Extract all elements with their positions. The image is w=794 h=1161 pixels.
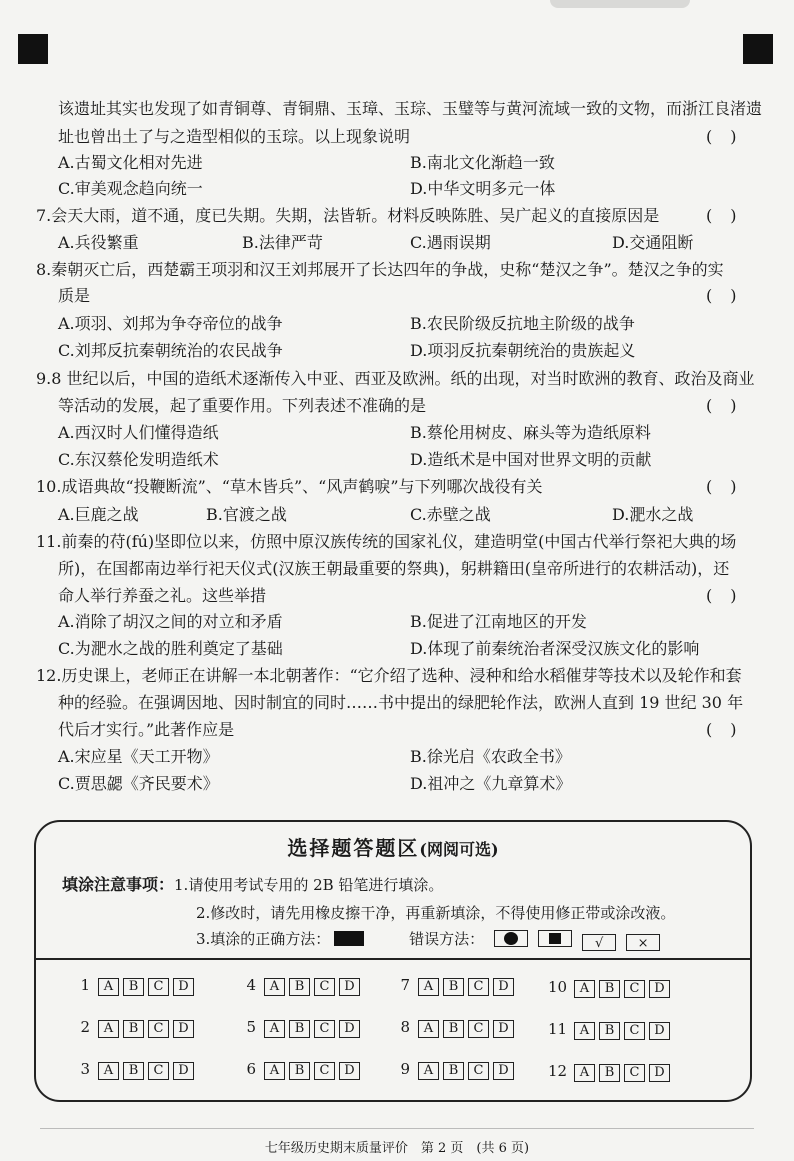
- answer-bubble-3-b[interactable]: B: [123, 1062, 144, 1080]
- q12-stem-line2: 种的经验。在强调因地、因时制宜的同时……书中提出的绿肥轮作法，欧洲人直到 19 世纪 30 年: [58, 693, 744, 712]
- answer-bubble-11-a[interactable]: A: [574, 1022, 595, 1040]
- wrong-fill-circle-sample: [494, 930, 528, 947]
- q7-option-d: D.交通阻断: [612, 233, 694, 252]
- answer-row-number: 7: [400, 976, 410, 994]
- q6-option-b: B.南北文化渐趋一致: [410, 153, 555, 172]
- q11-option-c: C.为淝水之战的胜利奠定了基础: [58, 639, 283, 658]
- answer-row-number: 3: [80, 1060, 90, 1078]
- q12-option-d: D.祖冲之《九章算术》: [410, 774, 572, 793]
- alignment-mark-left: [18, 34, 48, 64]
- fill-note-3: 3.填涂的正确方法：: [196, 930, 331, 948]
- answer-bubble-4-a[interactable]: A: [264, 978, 285, 996]
- answer-bubble-4-c[interactable]: C: [314, 978, 335, 996]
- answer-row-7: [392, 976, 518, 996]
- q10-option-d: D.淝水之战: [612, 505, 694, 524]
- answer-bubble-6-b[interactable]: B: [289, 1062, 310, 1080]
- q8-stem-line1: 8.秦朝灭亡后，西楚霸王项羽和汉王刘邦展开了长达四年的争战，史称“楚汉之争”。楚汉之争的实: [36, 260, 724, 279]
- fill-instructions: [62, 872, 443, 895]
- answer-row-number: 1: [80, 976, 90, 994]
- q10-option-c: C.赤壁之战: [410, 505, 491, 524]
- q8-option-c: C.刘邦反抗秦朝统治的农民战争: [58, 341, 283, 360]
- answer-bubble-2-a[interactable]: A: [98, 1020, 119, 1038]
- q11-stem-line3: 命人举行养蚕之礼。这些举措: [58, 586, 267, 605]
- answer-bubble-1-c[interactable]: C: [148, 978, 169, 996]
- answer-area-title-text: 选择题答题区: [287, 836, 420, 860]
- answer-row-5: [238, 1018, 364, 1038]
- q12-stem-line3: 代后才实行。”此著作应是: [58, 720, 235, 739]
- answer-bubble-1-a[interactable]: A: [98, 978, 119, 996]
- answer-bubble-5-d[interactable]: D: [339, 1020, 360, 1038]
- answer-bubble-9-c[interactable]: C: [468, 1062, 489, 1080]
- answer-bubble-6-a[interactable]: A: [264, 1062, 285, 1080]
- answer-bubble-10-d[interactable]: D: [649, 980, 670, 998]
- q6-stem-line2: 址也曾出土了与之造型相似的玉琮。以上现象说明: [58, 127, 411, 146]
- answer-row-number: 10: [548, 978, 568, 996]
- q10-stem: 10.成语典故“投鞭断流”、“草木皆兵”、“风声鹤唳”与下列哪次战役有关: [36, 477, 543, 496]
- scan-shadow: [550, 0, 690, 8]
- wrong-fill-check-sample: √: [582, 934, 616, 951]
- answer-bubble-2-d[interactable]: D: [173, 1020, 194, 1038]
- answer-row-2: [72, 1018, 198, 1038]
- answer-sheet-area: [34, 820, 752, 1102]
- q9-option-d: D.造纸术是中国对世界文明的贡献: [410, 450, 652, 469]
- q11-option-a: A.消除了胡汉之间的对立和矛盾: [58, 612, 283, 631]
- answer-bubble-11-c[interactable]: C: [624, 1022, 645, 1040]
- answer-area-title-note: (网阅可选): [419, 840, 499, 859]
- answer-row-number: 5: [246, 1018, 256, 1036]
- answer-row-1: [72, 976, 198, 996]
- answer-bubble-5-a[interactable]: A: [264, 1020, 285, 1038]
- answer-bubble-3-c[interactable]: C: [148, 1062, 169, 1080]
- answer-bubble-1-b[interactable]: B: [123, 978, 144, 996]
- q7-stem: 7.会天大雨，道不通，度已失期。失期，法皆斩。材料反映陈胜、吴广起义的直接原因是: [36, 206, 660, 225]
- answer-row-number: 8: [400, 1018, 410, 1036]
- answer-bubble-9-d[interactable]: D: [493, 1062, 514, 1080]
- wrong-method-label: 错误方法：: [409, 930, 485, 948]
- answer-bubble-7-c[interactable]: C: [468, 978, 489, 996]
- q11-answer-paren: (): [706, 586, 755, 605]
- answer-row-number: 6: [246, 1060, 256, 1078]
- answer-bubble-6-d[interactable]: D: [339, 1062, 360, 1080]
- q9-stem-line1: 9.8 世纪以后，中国的造纸术逐渐传入中亚、西亚及欧洲。纸的出现，对当时欧洲的教育、政治及商业: [36, 369, 755, 388]
- answer-bubble-6-c[interactable]: C: [314, 1062, 335, 1080]
- answer-bubble-7-a[interactable]: A: [418, 978, 439, 996]
- q12-option-a: A.宋应星《天工开物》: [58, 747, 219, 766]
- answer-bubble-7-d[interactable]: D: [493, 978, 514, 996]
- q9-option-b: B.蔡伦用树皮、麻头等为造纸原料: [410, 423, 651, 442]
- q6-option-d: D.中华文明多元一体: [410, 179, 556, 198]
- answer-row-9: [392, 1060, 518, 1080]
- q9-answer-paren: (): [706, 396, 755, 415]
- q8-option-b: B.农民阶级反抗地主阶级的战争: [410, 314, 635, 333]
- answer-row-number: 9: [400, 1060, 410, 1078]
- correct-fill-sample: [334, 931, 364, 946]
- q6-stem-line1: 该遗址其实也发现了如青铜尊、青铜鼎、玉璋、玉琮、玉璧等与黄河流域一致的文物，而浙江良渚遗: [58, 99, 763, 118]
- q7-option-c: C.遇雨误期: [410, 233, 491, 252]
- answer-bubble-12-d[interactable]: D: [649, 1064, 670, 1082]
- answer-area-divider: [36, 958, 750, 960]
- q8-stem-line2: 质是: [58, 286, 91, 305]
- answer-bubble-2-c[interactable]: C: [148, 1020, 169, 1038]
- answer-bubble-9-b[interactable]: B: [443, 1062, 464, 1080]
- answer-bubble-11-b[interactable]: B: [599, 1022, 620, 1040]
- answer-bubble-2-b[interactable]: B: [123, 1020, 144, 1038]
- q6-option-c: C.审美观念趋向统一: [58, 179, 203, 198]
- answer-row-3: [72, 1060, 198, 1080]
- q7-answer-paren: (): [706, 206, 755, 225]
- q12-stem-line1: 12.历史课上，老师正在讲解一本北朝著作：“它介绍了选种、浸种和给水稻催芽等技术以及轮作和套: [36, 666, 742, 685]
- q7-option-a: A.兵役繁重: [58, 233, 139, 252]
- answer-row-4: [238, 976, 364, 996]
- alignment-mark-right: [743, 34, 773, 64]
- q6-answer-paren: (): [706, 127, 755, 146]
- answer-row-number: 12: [548, 1062, 568, 1080]
- q9-option-c: C.东汉蔡伦发明造纸术: [58, 450, 219, 469]
- answer-bubble-11-d[interactable]: D: [649, 1022, 670, 1040]
- answer-bubble-10-b[interactable]: B: [599, 980, 620, 998]
- q10-option-a: A.巨鹿之战: [58, 505, 139, 524]
- q8-answer-paren: (): [706, 286, 755, 305]
- q11-option-b: B.促进了江南地区的开发: [410, 612, 587, 631]
- answer-bubble-12-b[interactable]: B: [599, 1064, 620, 1082]
- answer-area-title: [36, 832, 750, 861]
- answer-bubble-9-a[interactable]: A: [418, 1062, 439, 1080]
- answer-bubble-1-d[interactable]: D: [173, 978, 194, 996]
- answer-bubble-8-b[interactable]: B: [443, 1020, 464, 1038]
- q10-option-b: B.官渡之战: [206, 505, 287, 524]
- q9-option-a: A.西汉时人们懂得造纸: [58, 423, 219, 442]
- q11-stem-line1: 11.前秦的苻(fú)坚即位以来，仿照中原汉族传统的国家礼仪，建造明堂(中国古代举行祭祀大典的场: [36, 532, 737, 551]
- answer-row-12: [548, 1062, 674, 1082]
- answer-bubble-3-d[interactable]: D: [173, 1062, 194, 1080]
- answer-row-number: 11: [548, 1020, 568, 1038]
- answer-bubble-10-a[interactable]: A: [574, 980, 595, 998]
- answer-bubble-4-d[interactable]: D: [339, 978, 360, 996]
- page-footer: 七年级历史期末质量评价 第 2 页 (共 6 页): [264, 1141, 530, 1156]
- answer-row-8: [392, 1018, 518, 1038]
- answer-bubble-5-c[interactable]: C: [314, 1020, 335, 1038]
- answer-bubble-3-a[interactable]: A: [98, 1062, 119, 1080]
- fill-note-2: 2.修改时，请先用橡皮擦干净，再重新填涂，不得使用修正带或涂改液。: [196, 904, 676, 922]
- answer-row-6: [238, 1060, 364, 1080]
- q11-stem-line2: 所)，在国都南边举行祀天仪式(汉族王朝最重要的祭典)，躬耕籍田(皇帝所进行的农耕活动)，还: [58, 559, 730, 578]
- q12-answer-paren: (): [706, 720, 755, 739]
- q8-option-d: D.项羽反抗秦朝统治的贵族起义: [410, 341, 636, 360]
- answer-bubble-8-d[interactable]: D: [493, 1020, 514, 1038]
- fill-note-3-row: [196, 928, 660, 951]
- footer-divider: [40, 1128, 754, 1129]
- answer-bubble-7-b[interactable]: B: [443, 978, 464, 996]
- q10-answer-paren: (): [706, 477, 755, 496]
- q8-option-a: A.项羽、刘邦为争夺帝位的战争: [58, 314, 283, 333]
- answer-bubble-12-a[interactable]: A: [574, 1064, 595, 1082]
- answer-bubble-10-c[interactable]: C: [624, 980, 645, 998]
- wrong-fill-cross-sample: ×: [626, 934, 660, 951]
- q12-option-b: B.徐光启《农政全书》: [410, 747, 571, 766]
- answer-bubble-12-c[interactable]: C: [624, 1064, 645, 1082]
- q7-option-b: B.法律严苛: [242, 233, 323, 252]
- fill-notes-label: 填涂注意事项：: [62, 875, 175, 894]
- q11-option-d: D.体现了前秦统治者深受汉族文化的影响: [410, 639, 700, 658]
- q9-stem-line2: 等活动的发展，起了重要作用。下列表述不准确的是: [58, 396, 427, 415]
- q6-option-a: A.古蜀文化相对先进: [58, 153, 203, 172]
- answer-row-11: [548, 1020, 674, 1040]
- answer-bubble-4-b[interactable]: B: [289, 978, 310, 996]
- q12-option-c: C.贾思勰《齐民要术》: [58, 774, 219, 793]
- answer-row-number: 4: [246, 976, 256, 994]
- fill-note-1: 1.请使用考试专用的 2B 铅笔进行填涂。: [174, 876, 444, 894]
- answer-row-number: 2: [80, 1018, 90, 1036]
- answer-bubble-8-a[interactable]: A: [418, 1020, 439, 1038]
- answer-row-10: [548, 978, 674, 998]
- answer-bubble-5-b[interactable]: B: [289, 1020, 310, 1038]
- answer-bubble-8-c[interactable]: C: [468, 1020, 489, 1038]
- wrong-fill-partial-sample: [538, 930, 572, 947]
